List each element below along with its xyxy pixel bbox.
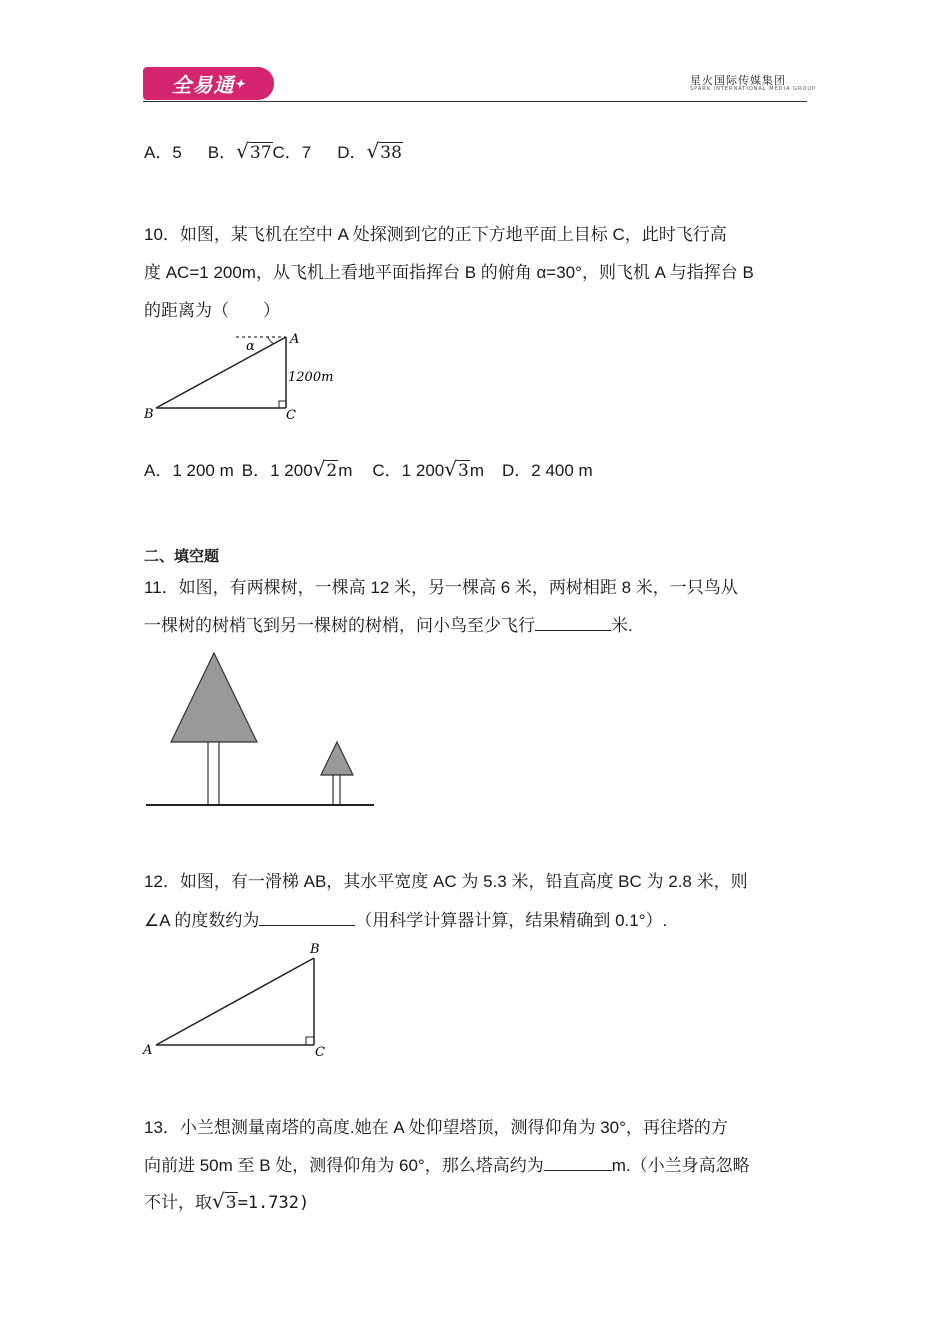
q10-line-3: 的距离为（ ） [144,301,280,320]
q10-option-c-sqrt: √3 [444,457,469,481]
short-tree-crown [321,742,353,775]
right-angle-mark [306,1037,314,1045]
publisher-subtitle: SPARK INTERNATIONAL MEDIA GROUP [690,86,817,92]
q13-line-1: 13．小兰想测量南塔的高度.她在 A 处仰望塔顶，测得仰角为 30°，再往塔的方 [144,1118,728,1137]
q10-option-b-unit: m [338,461,353,480]
q13-line-3-end: =1.732) [237,1193,310,1213]
brand-logo [143,67,274,100]
q10-option-d: D．2 400 m [501,461,593,480]
line-ab [156,337,286,408]
line-ab [156,958,314,1045]
brand-logo-text: 全易通 [171,73,235,97]
q11-line-2 [144,614,633,637]
q10-option-c-unit: m [469,461,484,480]
q12-figure [140,938,340,1062]
q10-option-c: C．1 200 [372,461,445,480]
q12-line-1: 12．如图，有一滑梯 AB，其水平宽度 AC 为 5.3 米，铅直高度 BC 为 2.8 米，则 [144,872,748,891]
header-divider [143,101,807,102]
q9-option-d-sqrt: √38 [366,139,402,163]
alpha-arc [268,337,274,344]
tall-tree-trunk [208,742,219,805]
q13-line-2-end: m.（小兰身高忽略 [611,1156,750,1175]
q10-options [144,458,593,482]
q9-option-a: A．5 [144,143,182,162]
right-angle-mark [279,401,286,408]
q9-option-b: B． [207,143,237,162]
tall-tree-crown [171,653,257,742]
sparkle-icon: ✦ [234,76,246,91]
label-a: A [143,1043,153,1058]
q12-answer-blank[interactable] [259,909,355,926]
label-alpha: α [246,339,255,354]
label-a: A [290,332,300,347]
q12-line-2-end: （用科学计算器计算，结果精确到 0.1°）. [355,911,668,930]
label-c: C [286,408,296,423]
q11-line-1: 11．如图，有两棵树，一棵高 12 米，另一棵高 6 米，两树相距 8 米，一只鸟从 [144,578,738,597]
q9-options [144,140,403,164]
short-tree-trunk [333,775,340,805]
q12-line-2 [144,909,667,932]
label-b: B [310,942,320,957]
q13-line-3 [144,1190,309,1214]
q13-line-2-text: 向前进 50m 至 B 处，测得仰角为 60°，那么塔高约为 [144,1156,544,1175]
q13-answer-blank[interactable] [544,1154,612,1171]
q10-option-a: A．1 200 m [144,461,234,480]
q13-line-3-text: 不计，取 [144,1193,212,1212]
q9-option-b-sqrt: √37 [236,139,272,163]
q11-answer-blank[interactable] [535,614,611,631]
q13-sqrt: √3 [212,1189,237,1213]
q9-option-d: D． [337,143,367,162]
q10-figure [140,328,360,428]
q11-figure [140,648,380,812]
q10-option-b-sqrt: √2 [312,457,338,481]
q10-option-b: B．1 200 [241,461,313,480]
q13-line-2 [144,1154,750,1177]
label-height: 1200m [288,370,334,385]
q11-line-2-end: 米. [611,616,633,635]
q10-line-1: 10．如图，某飞机在空中 A 处探测到它的正下方地平面上目标 C，此时飞行高 [144,225,727,244]
q11-line-2-text: 一棵树的树梢飞到另一棵树的树梢，问小鸟至少飞行 [144,616,535,635]
label-b: B [144,407,154,422]
q9-option-c: C．7 [272,143,312,162]
publisher-name: 星火国际传媒集团 [690,74,786,87]
section-title: 二、填空题 [144,548,220,565]
q12-line-2-text: ∠A 的度数约为 [144,911,260,930]
q10-line-2: 度 AC=1 200m，从飞机上看地平面指挥台 B 的俯角 α=30°，则飞机 A 与指挥台 B [144,263,754,282]
label-c: C [315,1045,325,1060]
